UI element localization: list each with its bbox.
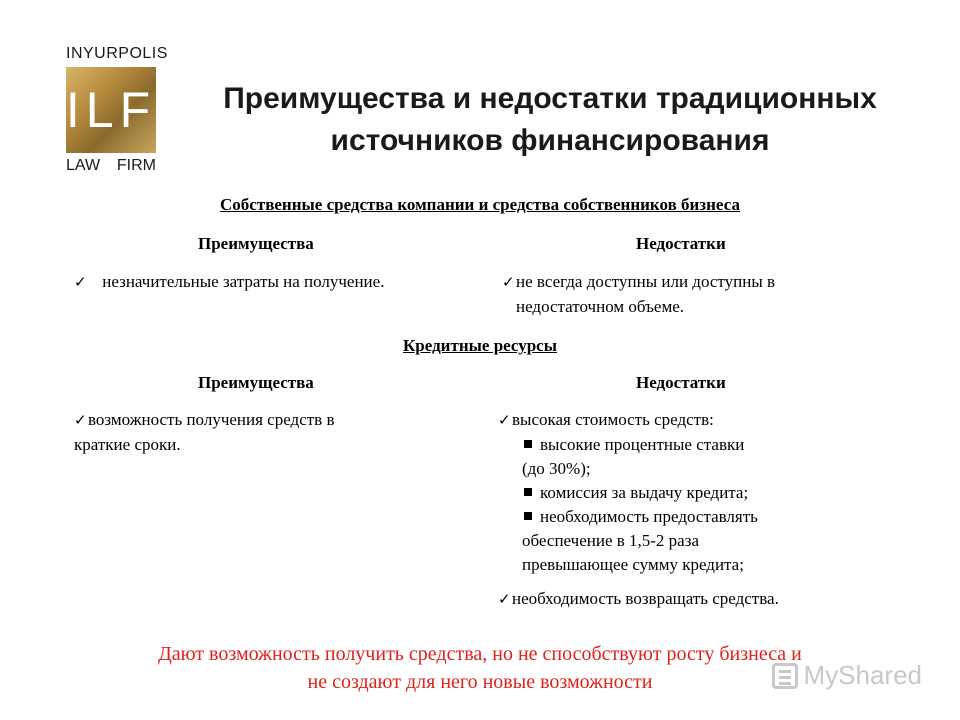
logo-bottom-text	[66, 157, 156, 175]
title-line-1: Преимущества и недостатки традиционных	[223, 82, 877, 115]
conclusion-line-2: не создают для него новые возможности	[307, 671, 653, 693]
sub-item-interest-rates: высокие процентные ставки	[498, 433, 938, 457]
title-line-2: источников финансирования	[330, 124, 770, 157]
watermark	[772, 660, 923, 691]
sub-item-collateral: необходимость предоставлять	[498, 505, 938, 529]
sub-item-collateral-line-3: превышающее сумму кредита;	[522, 555, 744, 574]
check-icon: ✓	[502, 275, 515, 291]
square-bullet-icon	[524, 440, 532, 448]
section1-advantage-text: незначительные затраты на получение.	[102, 272, 385, 291]
square-bullet-icon	[524, 488, 532, 496]
logo-bottom-left: LAW	[66, 157, 101, 174]
sub-item-commission: комиссия за выдачу кредита;	[498, 481, 938, 505]
check-icon: ✓	[498, 413, 511, 429]
watermark-text: MyShared	[803, 660, 922, 690]
logo-mark-box	[66, 67, 156, 153]
section2-disadvantage-list	[498, 408, 938, 612]
sub-item-collateral-line-2: обеспечение в 1,5-2 раза	[522, 531, 699, 550]
square-bullet-icon	[524, 512, 532, 520]
check-icon: ✓	[74, 413, 87, 429]
section-credit-heading: Кредитные ресурсы	[402, 336, 557, 355]
sub-item-interest-rates-cont: (до 30%);	[522, 459, 591, 478]
section2-disadvantage-last: необходимость возвращать средства.	[512, 589, 779, 608]
check-icon: ✓	[74, 275, 87, 291]
page-title	[150, 78, 950, 162]
logo-top-text: INYURPOLIS	[66, 45, 168, 62]
section2-advantage-line-1: возможность получения средств в	[88, 410, 335, 429]
section1-advantage-item	[74, 270, 384, 295]
section-own-funds-heading: Собственные средства компании и средства собственников бизнеса	[220, 195, 740, 214]
company-logo	[65, 45, 168, 175]
logo-bottom-right: FIRM	[116, 157, 156, 174]
section1-advantages-heading: Преимущества	[198, 234, 314, 253]
section1-disadvantage-line-1: не всегда доступны или доступны в	[516, 272, 776, 291]
section2-advantages-heading: Преимущества	[198, 373, 314, 392]
section2-disadvantage-main: высокая стоимость средств:	[512, 410, 714, 429]
section2-advantage-line-2: краткие сроки.	[74, 435, 181, 454]
section2-disadvantages-heading: Недостатки	[636, 373, 726, 392]
conclusion-line-1: Дают возможность получить средства, но не способствуют росту бизнеса и	[158, 643, 802, 665]
check-icon: ✓	[498, 592, 511, 608]
presentation-icon	[772, 663, 798, 689]
section2-advantage-item	[74, 408, 454, 457]
logo-mark: ILF	[65, 82, 157, 138]
section1-disadvantage-item	[502, 270, 922, 319]
section1-disadvantages-heading: Недостатки	[636, 234, 726, 253]
section1-disadvantage-line-2: недостаточном объеме.	[516, 297, 684, 316]
